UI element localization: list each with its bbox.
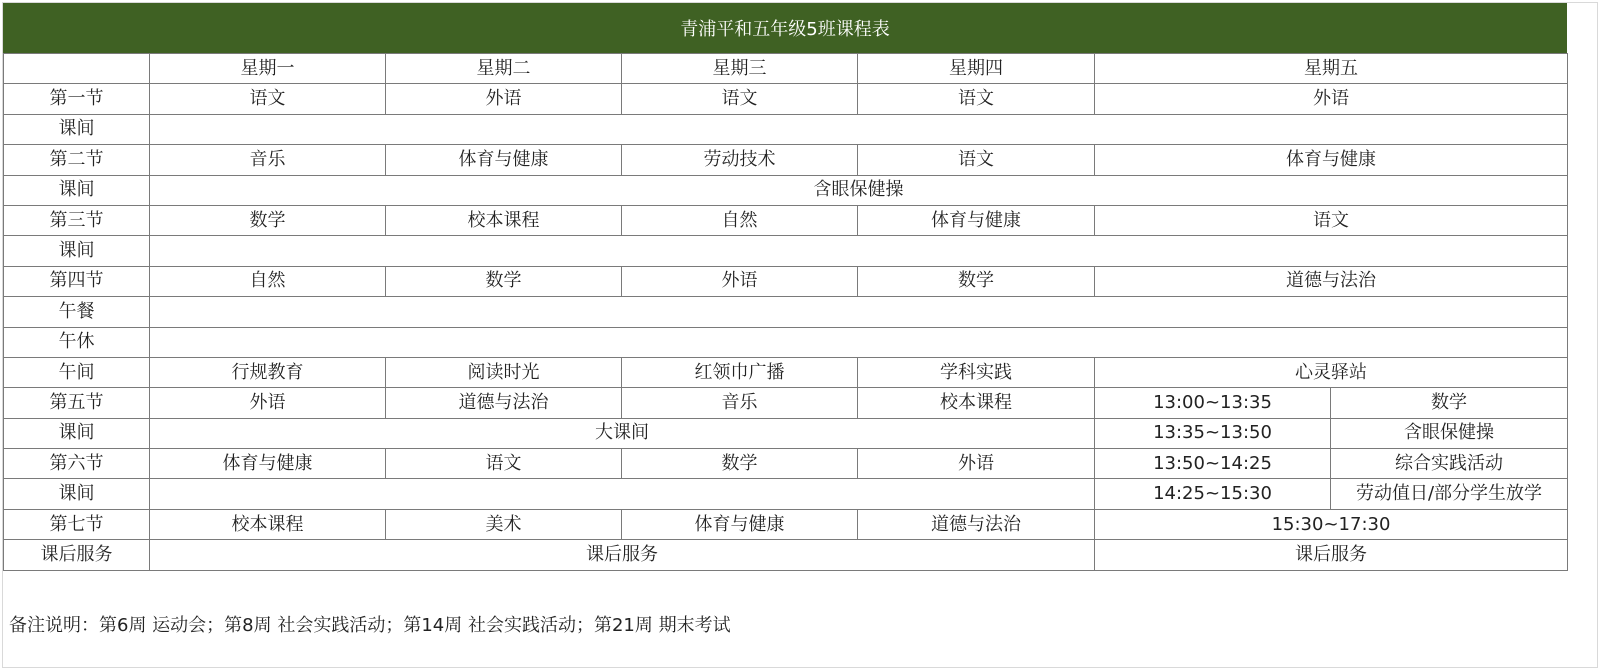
break-note bbox=[150, 327, 1568, 357]
day-header: 星期一 bbox=[150, 54, 386, 84]
day-header: 星期三 bbox=[622, 54, 858, 84]
row-label: 课间 bbox=[4, 114, 150, 144]
lunch-row bbox=[4, 297, 1568, 327]
activity-cell: 阅读时光 bbox=[386, 357, 622, 387]
lesson-cell: 体育与健康 bbox=[150, 449, 386, 479]
lesson-cell: 道德与法治 bbox=[858, 509, 1095, 539]
period-row bbox=[4, 509, 1568, 539]
break-row bbox=[4, 175, 1568, 205]
break-note bbox=[150, 236, 1568, 266]
activity-cell: 行规教育 bbox=[150, 357, 386, 387]
row-label: 午间 bbox=[4, 357, 150, 387]
row-label: 第四节 bbox=[4, 266, 150, 296]
period-row bbox=[4, 266, 1568, 296]
friday-activity-cell: 综合实践活动 bbox=[1331, 449, 1568, 479]
row-label: 课间 bbox=[4, 236, 150, 266]
lesson-cell: 体育与健康 bbox=[858, 205, 1095, 235]
timetable-sheet bbox=[2, 2, 1598, 668]
lesson-cell: 数学 bbox=[858, 266, 1095, 296]
corner-cell bbox=[4, 54, 150, 84]
timetable bbox=[3, 53, 1568, 571]
row-label: 第三节 bbox=[4, 205, 150, 235]
period-row bbox=[4, 388, 1568, 418]
break-note: 含眼保健操 bbox=[150, 175, 1568, 205]
row-label: 课间 bbox=[4, 418, 150, 448]
lesson-cell: 道德与法治 bbox=[1095, 266, 1568, 296]
row-label: 午餐 bbox=[4, 297, 150, 327]
lesson-cell: 语文 bbox=[1095, 205, 1568, 235]
row-label: 课间 bbox=[4, 175, 150, 205]
lesson-cell: 数学 bbox=[622, 449, 858, 479]
rest-row bbox=[4, 327, 1568, 357]
friday-activity-cell: 数学 bbox=[1331, 388, 1568, 418]
lesson-cell: 外语 bbox=[858, 449, 1095, 479]
lesson-cell: 音乐 bbox=[622, 388, 858, 418]
friday-time-cell: 14:25~15:30 bbox=[1095, 479, 1331, 509]
activity-cell: 学科实践 bbox=[858, 357, 1095, 387]
break-note bbox=[150, 479, 1095, 509]
lesson-cell: 自然 bbox=[622, 205, 858, 235]
break-row bbox=[4, 479, 1568, 509]
lesson-cell: 语文 bbox=[150, 84, 386, 114]
friday-time-cell: 13:50~14:25 bbox=[1095, 449, 1331, 479]
break-note bbox=[150, 114, 1568, 144]
after-school-row bbox=[4, 540, 1568, 570]
timetable-title: 青浦平和五年级5班课程表 bbox=[3, 3, 1567, 53]
period-row bbox=[4, 449, 1568, 479]
lesson-cell: 数学 bbox=[150, 205, 386, 235]
friday-after-school-label: 课后服务 bbox=[1095, 540, 1568, 570]
after-school-note: 课后服务 bbox=[150, 540, 1095, 570]
activity-cell: 心灵驿站 bbox=[1095, 357, 1568, 387]
noon-row bbox=[4, 357, 1568, 387]
lesson-cell: 校本课程 bbox=[150, 509, 386, 539]
row-label: 第六节 bbox=[4, 449, 150, 479]
break-note bbox=[150, 297, 1568, 327]
lesson-cell: 美术 bbox=[386, 509, 622, 539]
lesson-cell: 外语 bbox=[386, 84, 622, 114]
friday-time-cell: 13:00~13:35 bbox=[1095, 388, 1331, 418]
lesson-cell: 校本课程 bbox=[858, 388, 1095, 418]
friday-activity-cell: 劳动值日/部分学生放学 bbox=[1331, 479, 1568, 509]
row-label: 课后服务 bbox=[4, 540, 150, 570]
friday-time-cell: 13:35~13:50 bbox=[1095, 418, 1331, 448]
lesson-cell: 语文 bbox=[858, 84, 1095, 114]
row-label: 课间 bbox=[4, 479, 150, 509]
lesson-cell: 音乐 bbox=[150, 145, 386, 175]
lesson-cell: 外语 bbox=[1095, 84, 1568, 114]
activity-cell: 红领巾广播 bbox=[622, 357, 858, 387]
break-row bbox=[4, 236, 1568, 266]
lesson-cell: 语文 bbox=[622, 84, 858, 114]
row-label: 午休 bbox=[4, 327, 150, 357]
lesson-cell: 体育与健康 bbox=[1095, 145, 1568, 175]
period-row bbox=[4, 84, 1568, 114]
day-header-row bbox=[4, 54, 1568, 84]
lesson-cell: 数学 bbox=[386, 266, 622, 296]
row-label: 第五节 bbox=[4, 388, 150, 418]
day-header: 星期五 bbox=[1095, 54, 1568, 84]
friday-activity-cell: 含眼保健操 bbox=[1331, 418, 1568, 448]
row-label: 第七节 bbox=[4, 509, 150, 539]
period-row bbox=[4, 145, 1568, 175]
break-note: 大课间 bbox=[150, 418, 1095, 448]
friday-after-school-time: 15:30~17:30 bbox=[1095, 509, 1568, 539]
lesson-cell: 劳动技术 bbox=[622, 145, 858, 175]
lesson-cell: 道德与法治 bbox=[386, 388, 622, 418]
day-header: 星期四 bbox=[858, 54, 1095, 84]
footnote: 备注说明：第6周 运动会；第8周 社会实践活动；第14周 社会实践活动；第21周 期末考试 bbox=[9, 615, 731, 636]
lesson-cell: 校本课程 bbox=[386, 205, 622, 235]
lesson-cell: 体育与健康 bbox=[386, 145, 622, 175]
day-header: 星期二 bbox=[386, 54, 622, 84]
lesson-cell: 自然 bbox=[150, 266, 386, 296]
lesson-cell: 外语 bbox=[622, 266, 858, 296]
period-row bbox=[4, 205, 1568, 235]
lesson-cell: 语文 bbox=[858, 145, 1095, 175]
break-row bbox=[4, 418, 1568, 448]
row-label: 第二节 bbox=[4, 145, 150, 175]
lesson-cell: 体育与健康 bbox=[622, 509, 858, 539]
break-row bbox=[4, 114, 1568, 144]
lesson-cell: 外语 bbox=[150, 388, 386, 418]
lesson-cell: 语文 bbox=[386, 449, 622, 479]
row-label: 第一节 bbox=[4, 84, 150, 114]
